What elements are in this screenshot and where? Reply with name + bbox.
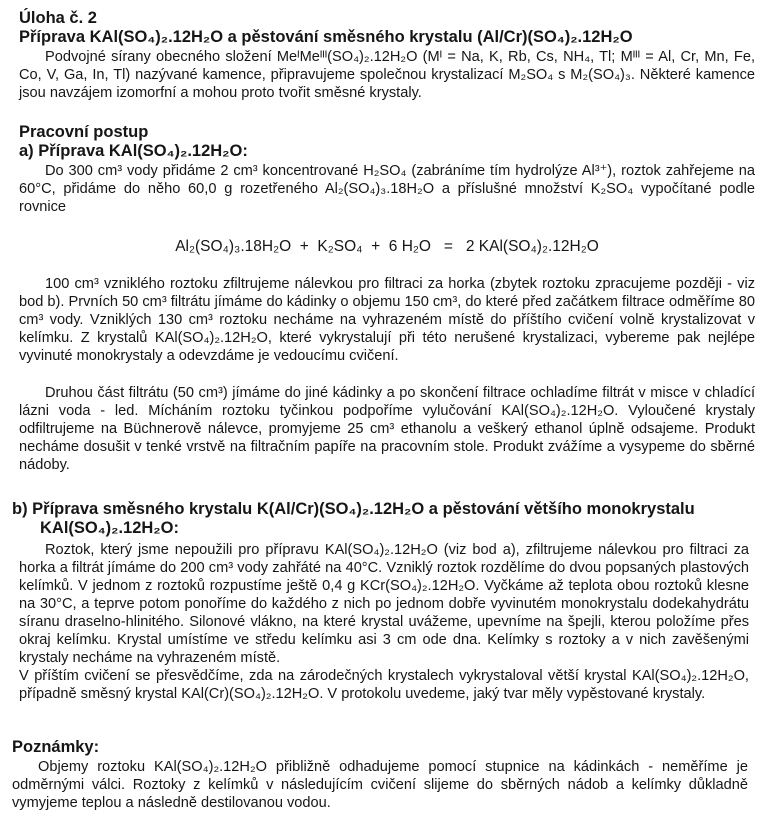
section-b-paragraph-1: Roztok, který jsme nepoužili pro přípravu KAl(SO₄)₂.12H₂O (viz bod a), zfiltrujeme nálevkou pro filtraci za horka a filtrát jímáme do 200 cm³ vody zahřáté na 40°C. Vzniklý roztok rozdělíme do dvou popsaných plastových kelímků. V jednom z roztoků rozpustíme ještě 0,4 g KCr(SO₄)₂.12H₂O. Vyčkáme až teplota obou roztoků klesne na 30°C, a teprve potom ponoříme do každého z nich po jednom dobře vyvinutém monokrystalu dodekahydrátu síranu draselno-hlinitého. Silonové vlákno, na které krystal uvážeme, upevníme na špejli, kterou položíme přes okraj kelímku. Krystal umístíme ve středu kelímku asi 3 cm ode dna. Kelímky s roztoky a v nich zavěšenými krystaly necháme na vyhrazeném místě. [19,542,749,666]
notes-heading: Poznámky: [12,738,100,756]
task-number: Úloha č. 2 [19,9,97,27]
section-a-paragraph-2: 100 cm³ vzniklého roztoku zfiltrujeme nálevkou pro filtraci za horka (zbytek roztoku zpracujeme později - viz bod b). Prvních 50 cm³ filtrátu jímáme do kádinky o objemu 150 cm³, do které před začátkem filtrace odměříme 80 cm³ vody. Vzniklých 130 cm³ roztoku necháme na vyhrazeném místě do příštího cvičení volně krystalizovat v kelímku. Z krystalů KAl(SO₄)₂.12H₂O, které vykrystalují při této nerušené krystalizaci, vybereme pak nejlépe vyvinuté monokrystaly a odevzdáme je vedoucímu cvičení. [19,276,755,364]
notes-paragraph: Objemy roztoku KAl(SO₄)₂.12H₂O přibližně odhadujeme pomocí stupnice na kádinkách - neměříme je odměrnými válci. Roztoky z kelímků v následujícím cvičení slijeme do sběrných nádob a kelímky důkladně vymyjeme teplou a následně destilovanou vodou. [12,759,748,811]
intro-paragraph: Podvojné sírany obecného složení MeᴵMeᴵᴵᴵ(SO₄)₂.12H₂O (Mᴵ = Na, K, Rb, Cs, NH₄, Tl; Mᴵᴵᴵ = Al, Cr, Mn, Fe, Co, V, Ga, In, Tl) nazývané kamence, připravujeme společnou krystalizací M₂SO₄ s M₂(SO₄)₃. Některé kamence jsou navzájem izomorfní a mohou proto tvořit směsné krystaly. [19,49,755,101]
task-title: Příprava KAl(SO₄)₂.12H₂O a pěstování směsného krystalu (Al/Cr)(SO₄)₂.12H₂O [19,28,633,46]
reaction-equation: Al₂(SO₄)₃.18H₂O + K₂SO₄ + 6 H₂O = 2 KAl(SO₄)₂.12H₂O [175,238,599,255]
section-a-paragraph-3: Druhou část filtrátu (50 cm³) jímáme do jiné kádinky a po skončení filtrace ochladíme filtrát v misce v chladící lázni voda - led. Mícháním roztoku tyčinkou podpoříme vylučování KAl(SO₄)₂.12H₂O. Vyloučené krystaly odfiltrujeme na Büchnerově nálevce, promyjeme 25 cm³ ethanolu a veškerý ethanol úplně odsajeme. Produkt necháme dosušit v tenké vrstvě na filtračním papíře na pracovním stole. Produkt zvážíme a vysypeme do sběrné nádoby. [19,385,755,473]
procedure-heading: Pracovní postup [19,123,149,141]
section-b-heading-cont: KAl(SO₄)₂.12H₂O: [40,519,179,537]
section-a-heading: a) Příprava KAl(SO₄)₂.12H₂O: [19,142,248,160]
section-a-paragraph-1: Do 300 cm³ vody přidáme 2 cm³ koncentrované H₂SO₄ (zabráníme tím hydrolýze Al³⁺), roztok zahřejeme na 60°C, přidáme do něho 60,0 g rozetřeného Al₂(SO₄)₃.18H₂O a příslušné množství K₂SO₄ vypočítané podle rovnice [19,163,755,215]
section-b-paragraph-2: V příštím cvičení se přesvědčíme, zda na zárodečných krystalech vykrystaloval větší krystal KAl(SO₄)₂.12H₂O, případně směsný krystal KAl(Cr)(SO₄)₂.12H₂O. V protokolu uvedeme, jaký tvar měly vypěstované krystaly. [19,668,749,702]
section-b-heading: b) Příprava směsného krystalu K(Al/Cr)(SO₄)₂.12H₂O a pěstování většího monokrystalu [12,500,695,518]
